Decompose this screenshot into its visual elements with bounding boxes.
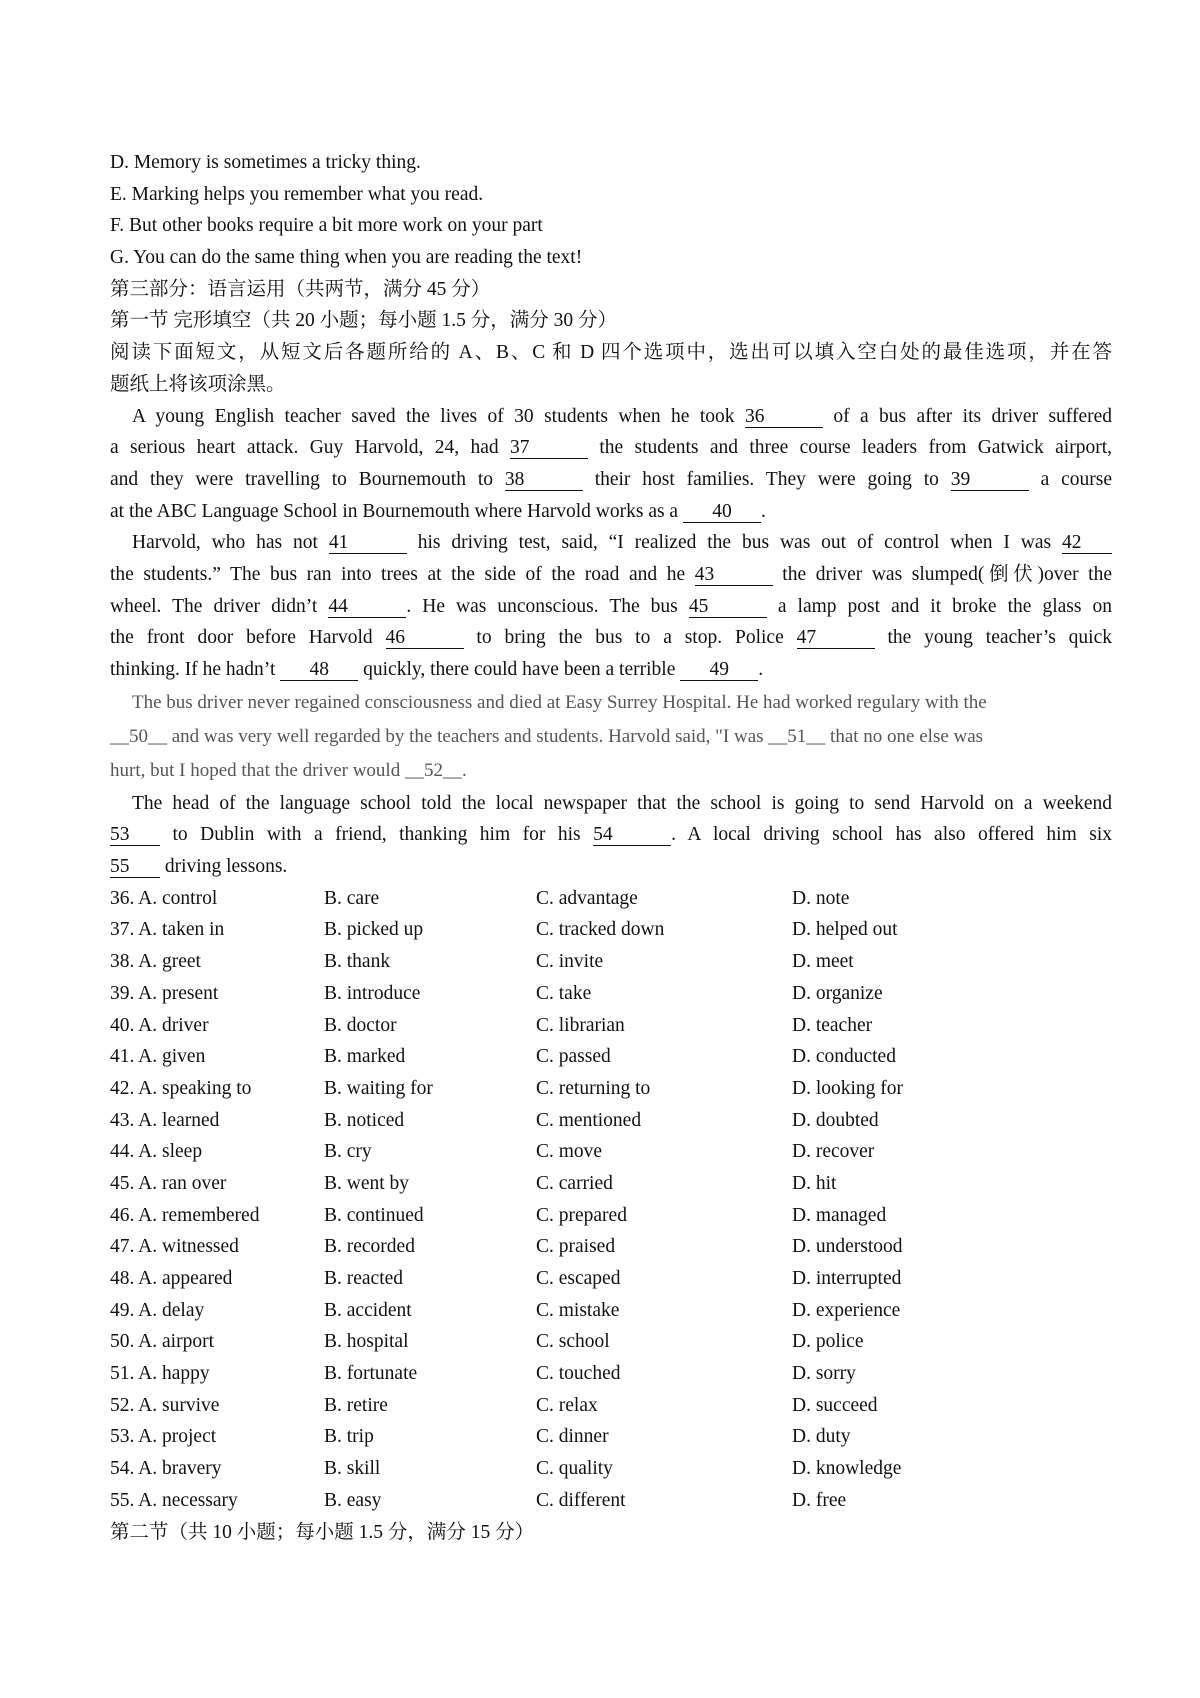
passage-paragraph-4 [110,788,1112,883]
option-d: D. recover [792,1141,875,1163]
passage-line: a serious heart attack. Guy Harvold, 24, had 37 the students and three course leaders from Gatwick airport, [110,437,1112,459]
option-d: D. hit [792,1172,837,1194]
option-c: C. mistake [536,1299,620,1321]
blank-37: 37 [510,437,588,459]
option-c: C. quality [536,1458,613,1480]
option-b: B. trip [324,1426,374,1448]
option-b: B. marked [324,1046,406,1068]
option-c: C. touched [536,1363,621,1385]
option-a: 41. A. given [110,1046,206,1068]
option-c: C. dinner [536,1426,609,1448]
option-b: B. noticed [324,1109,405,1131]
option-b: B. skill [324,1458,381,1480]
option-b: B. accident [324,1299,412,1321]
passage-line: The bus driver never regained consciousness and died at Easy Surrey Hospital. He had worked regulary with the [132,691,987,713]
option-a: 50. A. airport [110,1331,214,1353]
passage-paragraph-2 [110,527,1112,685]
option-d: D. meet [792,951,854,973]
option-a: 42. A. speaking to [110,1077,252,1099]
blank-38: 38 [505,469,583,491]
passage-paragraph-1 [110,401,1112,528]
option-a: 37. A. taken in [110,919,225,941]
option-a: 40. A. driver [110,1014,209,1036]
option-b: B. picked up [324,919,424,941]
option-a: 38. A. greet [110,951,201,973]
section2-title: 第二节（共 10 小题；每小题 1.5 分，满分 15 分） [110,1521,535,1543]
passage-line: 53 to Dublin with a friend, thanking him for his 54 . A local driving school has also offered him six [110,824,1112,846]
blank-53: 53 [110,824,160,846]
passage-paragraph-3 [110,686,1112,788]
option-c: C. praised [536,1236,616,1258]
section1-title: 第一节 完形填空（共 20 小题；每小题 1.5 分，满分 30 分） [110,310,618,332]
option-row [110,1200,1112,1232]
blank-39: 39 [951,469,1029,491]
option-c: C. passed [536,1046,611,1068]
instruction-line-1: 阅读下面短文，从短文后各题所给的 A、B、C 和 D 四个选项中，选出可以填入空白处的最佳选项，并在答 [110,342,1112,364]
option-b: B. hospital [324,1331,409,1353]
option-a: 48. A. appeared [110,1268,233,1289]
option-a: 55. A. necessary [110,1489,238,1511]
blank-42: 42 [1062,532,1112,554]
passage-line: The head of the language school told the local newspaper that the school is going to send Harvold on a weekend [132,792,1112,814]
option-b: B. recorded [324,1236,415,1258]
blank-44: 44 [328,596,406,618]
option-a: 52. A. survive [110,1394,220,1416]
option-c: C. prepared [536,1204,627,1226]
option-c: C. move [536,1141,603,1163]
option-c: C. school [536,1331,610,1353]
passage-line: wheel. The driver didn’t 44 . He was unconscious. The bus 45 a lamp post and it broke the glass on [110,595,1112,617]
exam-page [110,147,1112,1548]
option-b: B. went by [324,1172,410,1194]
option-a: 53. A. project [110,1426,217,1448]
option-d: D. organize [792,982,883,1004]
option-row [110,1390,1112,1422]
option-d: D. understood [792,1236,903,1258]
blank-41: 41 [329,532,407,554]
passage-line: A young English teacher saved the lives of 30 students when he took 36 of a bus after its driver suffered [132,405,1112,427]
option-row [110,1041,1112,1073]
option-d-line: D. Memory is sometimes a tricky thing. [110,152,421,173]
passage-line: at the ABC Language School in Bournemouth where Harvold works as a 40 . [110,500,766,522]
option-c: C. escaped [536,1268,621,1289]
option-d: D. police [792,1331,864,1353]
option-b: B. thank [324,951,391,973]
passage-line: the front door before Harvold 46 to bring the bus to a stop. Police 47 the young teacher’s quick [110,627,1112,649]
option-c: C. take [536,982,592,1004]
option-d: D. teacher [792,1014,873,1036]
option-b: B. care [324,887,380,909]
passage-line: 55 driving lessons. [110,856,288,878]
option-row [110,1105,1112,1137]
option-a: 43. A. learned [110,1109,220,1131]
blank-47: 47 [797,627,875,649]
option-b: B. waiting for [324,1077,433,1099]
option-a: 51. A. happy [110,1363,210,1385]
option-d: D. free [792,1489,847,1511]
blank-49: 49 [680,659,758,681]
option-a: 44. A. sleep [110,1141,203,1163]
option-a: 49. A. delay [110,1299,205,1321]
option-d: D. succeed [792,1394,878,1416]
blank-43: 43 [695,564,773,586]
option-d: D. note [792,887,850,909]
option-row [110,1010,1112,1042]
option-row [110,1295,1112,1327]
passage-line: __50__ and was very well regarded by the teachers and students. Harvold said, "I was __51__ that no one else was [110,725,984,747]
option-g-line: G. You can do the same thing when you are reading the text! [110,247,583,269]
option-a: 47. A. witnessed [110,1236,239,1258]
option-c: C. invite [536,951,604,973]
option-f-line: F. But other books require a bit more work on your part [110,215,543,237]
option-d: D. duty [792,1426,851,1448]
blank-55: 55 [110,856,160,878]
passage-line: hurt, but I hoped that the driver would __52__. [110,759,467,781]
option-row [110,1326,1112,1358]
option-row [110,978,1112,1010]
option-row [110,1073,1112,1105]
option-row [110,883,1112,915]
option-b: B. easy [324,1489,382,1511]
option-d: D. conducted [792,1046,896,1068]
blank-45: 45 [689,596,767,618]
option-d: D. sorry [792,1363,856,1385]
option-row [110,914,1112,946]
option-a: 45. A. ran over [110,1172,227,1194]
option-row [110,1231,1112,1263]
option-b: B. cry [324,1141,372,1163]
option-c: C. returning to [536,1077,651,1099]
option-row [110,1421,1112,1453]
option-d: D. experience [792,1299,901,1321]
option-b: B. continued [324,1204,424,1226]
answer-options [110,883,1112,1517]
option-b: B. retire [324,1394,388,1416]
option-d: D. helped out [792,919,898,941]
option-a: 46. A. remembered [110,1204,260,1226]
option-e-line: E. Marking helps you remember what you read. [110,183,484,205]
blank-36: 36 [745,406,823,428]
option-row [110,1136,1112,1168]
option-row [110,1358,1112,1390]
option-c: C. carried [536,1172,613,1194]
option-row [110,1453,1112,1485]
passage-line: the students.” The bus ran into trees at the side of the road and he 43 the driver was slumped(倒伏)over the [110,563,1112,585]
option-b: B. reacted [324,1268,404,1289]
blank-46: 46 [386,627,464,649]
option-d: D. doubted [792,1109,879,1131]
blank-48: 48 [280,659,358,681]
option-a: 54. A. bravery [110,1458,222,1480]
option-d: D. managed [792,1204,887,1226]
option-c: C. advantage [536,887,638,909]
option-b: B. introduce [324,982,421,1004]
option-a: 39. A. present [110,982,219,1004]
passage-line: Harvold, who has not 41 his driving test, said, “I realized the bus was out of control when I was 42 [110,527,1112,559]
option-c: C. librarian [536,1014,625,1036]
option-b: B. fortunate [324,1363,418,1385]
option-d: D. looking for [792,1077,904,1099]
blank-40: 40 [683,501,761,523]
blank-54: 54 [593,824,671,846]
part3-title: 第三部分：语言运用（共两节，满分 45 分） [110,278,491,300]
option-row [110,1263,1112,1295]
option-c: C. different [536,1489,626,1511]
option-row [110,1485,1112,1517]
passage-line: and they were travelling to Bournemouth to 38 their host families. They were going to 39 a course [110,468,1112,490]
option-c: C. relax [536,1394,598,1416]
option-c: C. mentioned [536,1109,642,1131]
option-d: D. interrupted [792,1268,902,1289]
option-b: B. doctor [324,1014,397,1036]
option-a: 36. A. control [110,887,218,909]
option-d: D. knowledge [792,1458,902,1480]
option-row [110,1168,1112,1200]
option-row [110,946,1112,978]
previous-options [110,147,1112,274]
option-c: C. tracked down [536,919,665,941]
passage-line: thinking. If he hadn’t 48 quickly, there could have been a terrible 49 . [110,659,764,680]
instruction-line-2: 题纸上将该项涂黑。 [110,373,286,395]
